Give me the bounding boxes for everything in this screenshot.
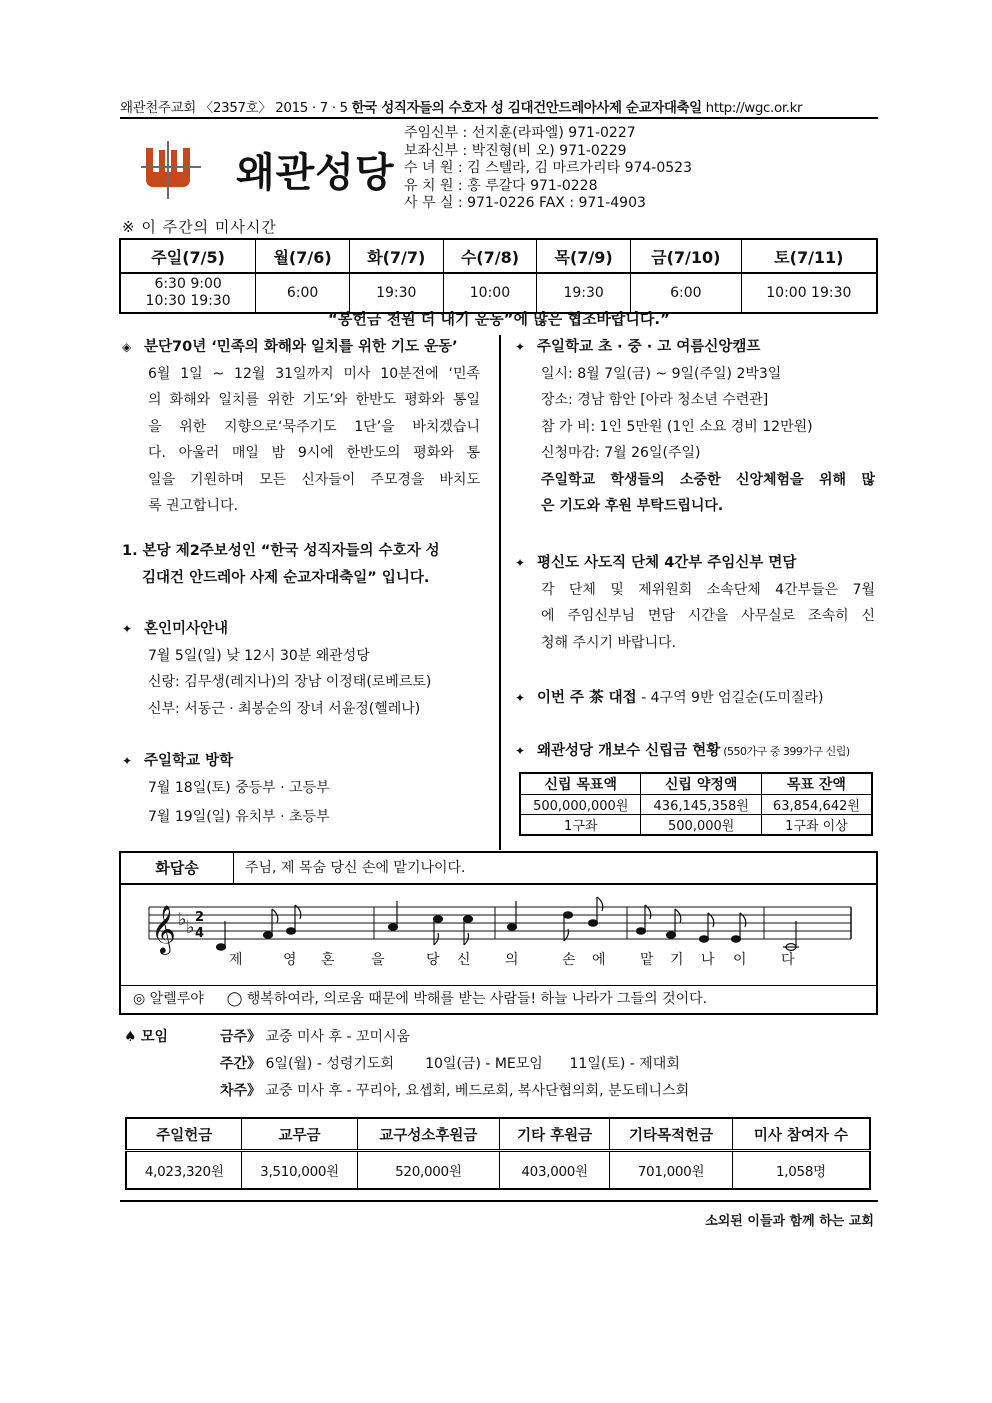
staff-pastor: 주임신부 : 선지훈(라파엘) 971-0227: [404, 125, 636, 141]
lyric-syllable: 혼: [321, 952, 335, 968]
psalm-refrain: 주님, 제 목숨 당신 손에 맡기나이다.: [245, 860, 466, 876]
offering-value: 520,000원: [357, 1151, 499, 1190]
vacation-line: 7월 18일(토) 중등부 · 고등부: [148, 779, 330, 796]
meeting-row-weekday: [220, 1051, 689, 1078]
camp-place: 장소: 경남 함안 [아라 청소년 수련관]: [541, 392, 769, 408]
officer-interview-section: [515, 550, 875, 656]
interview-line: 에 주임신부님 면담 시간을 사무실로 조속히 신: [541, 608, 875, 624]
lyric-syllable: 손: [562, 952, 576, 968]
fund-header-row: [520, 773, 872, 795]
sunday-school-vacation-section: [122, 748, 482, 831]
lyric-syllable: 맡: [640, 952, 654, 968]
lyric-syllable: 기: [670, 952, 684, 968]
day-monday: 월(7/6): [256, 239, 350, 273]
circle-icon: ◯: [226, 991, 243, 1007]
time-sunday-line2: 10:30 19:30: [145, 293, 231, 309]
staff-assistant-priest: 보좌신부 : 박진형(비 오) 971-0229: [404, 142, 627, 159]
svg-text:♭: ♭: [178, 909, 187, 930]
offering-header: 기타 후원금: [500, 1118, 610, 1151]
feast-notice-line1: 1. 본당 제2주보성인 “한국 성직자들의 수호자 성: [122, 543, 440, 559]
meeting-row-text: 교중 미사 후 - 꼬미시움: [261, 1029, 411, 1045]
time-thursday: 19:30: [537, 273, 631, 313]
prayer-line: 6월 1일 ~ 12월 31일까지 미사 10분전에 ‘민족: [148, 365, 480, 382]
lyric-syllable: 이: [733, 952, 747, 968]
offering-value: 701,000원: [610, 1151, 733, 1190]
prayer-line: 록 권고합니다.: [148, 498, 239, 514]
offering-value: 403,000원: [500, 1151, 610, 1190]
lyric-syllable: 다: [781, 952, 795, 968]
wedding-line: 신부: 서동근 · 최봉순의 장녀 서윤정(헬레나): [148, 700, 421, 717]
offerings-header-row: [126, 1118, 870, 1151]
tea-service-title: 이번 주 茶 대접: [537, 690, 637, 706]
renovation-title: 왜관성당 개보수 신립금 현황: [537, 743, 721, 759]
fund-cell: 1구좌: [520, 815, 641, 836]
staff-convent: 수 녀 원 : 김 스텔라, 김 마르가리타 974-0523: [404, 160, 692, 176]
fund-row: [520, 795, 872, 815]
feast-notice-line2: 김대건 안드레아 사제 순교자대축일” 입니다.: [142, 569, 430, 586]
svg-text:2: 2: [195, 910, 205, 925]
lyric-syllable: 제: [229, 952, 243, 968]
meetings-title: 모임: [141, 1029, 169, 1045]
wedding-mass-title: 혼인미사안내: [144, 621, 229, 637]
mass-days-row: [120, 239, 877, 273]
church-name: 왜관성당: [236, 150, 395, 196]
church-logo-icon: [140, 140, 202, 200]
lyric-syllable: 에: [592, 952, 606, 968]
time-friday: 6:00: [630, 273, 741, 313]
time-monday: 6:00: [256, 273, 350, 313]
time-wednesday: 10:00: [443, 273, 537, 313]
responsorial-psalm-box: [119, 851, 878, 1015]
offering-header: 교구성소후원금: [357, 1118, 499, 1151]
psalm-label: 화답송: [121, 853, 234, 883]
day-tuesday: 화(7/7): [349, 239, 443, 273]
renovation-note: (550가구 중 399가구 신립): [720, 745, 850, 758]
svg-text:𝄞: 𝄞: [151, 904, 176, 953]
staff-office: 사 무 실 : 971-0226 FAX : 971-4903: [404, 195, 646, 211]
lyric-syllable: 나: [701, 952, 715, 968]
meeting-row-label: 차주》: [220, 1083, 262, 1099]
day-friday: 금(7/10): [630, 239, 741, 273]
interview-title: 평신도 사도직 단체 4간부 주임신부 면담: [537, 555, 797, 571]
renovation-fund-section: [515, 738, 885, 766]
meeting-row-label: 금주》: [220, 1029, 262, 1045]
offering-header: 교무금: [242, 1118, 357, 1151]
vacation-title: 주일학교 방학: [144, 753, 234, 769]
summer-camp-title: 주일학교 초 · 중 · 고 여름신앙캠프: [537, 339, 761, 355]
offering-value: 4,023,320원: [126, 1151, 242, 1190]
time-sunday: [120, 273, 256, 313]
camp-request-line1: 주일학교 학생들의 소중한 신앙체험을 위해 많: [541, 471, 875, 488]
time-sunday-line1: 6:30 9:00: [154, 276, 222, 292]
double-circle-icon: ◎: [133, 991, 146, 1007]
alleluia-verse-text: 행복하여라, 의로움 때문에 박해를 받는 사람들! 하늘 나라가 그들의 것이다.: [246, 991, 708, 1007]
star-bullet-icon: ✦: [515, 691, 526, 705]
fund-header: 신립 목표액: [520, 773, 641, 795]
day-sunday: 주일(7/5): [120, 239, 256, 273]
wedding-line: 7월 5일(일) 낮 12시 30분 왜관성당: [148, 647, 370, 664]
camp-fee: 참 가 비: 1인 5만원 (1인 소요 경비 12만원): [541, 418, 813, 435]
offering-header: 미사 참여자 수: [732, 1118, 870, 1151]
prayer-line: 을 위한 지향으로‘묵주기도 1단’을 바치겠습니: [148, 418, 480, 435]
feast-title: 한국 성직자들의 수호자 성 김대건안드레아사제 순교자대축일: [351, 100, 702, 116]
offering-header: 기타목적헌금: [610, 1118, 733, 1151]
column-divider: [499, 335, 501, 850]
mass-schedule-caption: ※ 이 주간의 미사시간: [122, 218, 277, 236]
meeting-row-text: 6일(월) - 성령기도회 10일(금) - ME모임 11일(토) - 제대회: [261, 1056, 680, 1072]
time-tuesday: 19:30: [349, 273, 443, 313]
prayer-movement-section: [122, 334, 480, 520]
church-motto: 소외된 이들과 함께 하는 교회: [705, 1214, 874, 1229]
star-bullet-icon: ✦: [122, 754, 133, 768]
offerings-values-row: [126, 1151, 870, 1190]
day-saturday: 토(7/11): [741, 239, 877, 273]
day-thursday: 목(7/9): [537, 239, 631, 273]
wedding-line: 신랑: 김무생(레지나)의 장남 이정태(로베르토): [148, 674, 432, 690]
fund-row: [520, 815, 872, 836]
staff-kindergarten: 유 치 원 : 홍 루갈다 971-0228: [404, 177, 598, 194]
lyric-syllable: 당: [426, 952, 440, 968]
interview-line: 청해 주시기 바랍니다.: [541, 634, 677, 651]
prayer-line: 다. 아울러 매일 밤 9시에 한반도의 평화와 통: [148, 445, 480, 461]
offering-value: 3,510,000원: [242, 1151, 357, 1190]
fund-cell: 1구좌 이상: [761, 815, 872, 836]
meeting-row-text: 교중 미사 후 - 꾸리아, 요셉회, 베드로회, 복사단협의회, 분도테니스회: [261, 1083, 690, 1099]
issue-info: 왜관천주교회 〈2357호〉 2015 · 7 · 5: [120, 100, 352, 116]
star-bullet-icon: ✦: [122, 622, 133, 636]
camp-request-line2: 은 기도와 후원 부탁드립니다.: [541, 498, 724, 514]
alleluia-verse: [133, 988, 707, 1008]
bulletin-header-line: [120, 96, 878, 116]
mass-schedule-table: [119, 238, 878, 314]
footer-divider: [120, 1200, 878, 1202]
psalm-header: [121, 853, 876, 885]
fund-cell: 500,000,000원: [520, 795, 641, 815]
alleluia-label: 알렐루야: [149, 991, 204, 1007]
offering-header: 주일헌금: [126, 1118, 242, 1151]
offering-value: 1,058명: [732, 1151, 870, 1190]
vacation-line: 7월 19일(일) 유치부 · 초등부: [148, 809, 330, 825]
offerings-table: [125, 1117, 871, 1190]
fund-header: 신립 약정액: [641, 773, 761, 795]
website-link[interactable]: http://wgc.or.kr: [701, 100, 803, 116]
star-bullet-icon: ✦: [515, 340, 526, 354]
star-bullet-icon: ✦: [515, 556, 526, 570]
interview-line: 각 단체 및 제위원회 소속단체 4간부들은 7월: [541, 581, 875, 598]
camp-date: 일시: 8월 7일(금) ~ 9일(주일) 2박3일: [541, 365, 782, 382]
prayer-line: 일을 기원하며 모든 신자들이 주모경을 바치도: [148, 471, 480, 488]
tea-service-section: [515, 685, 875, 712]
camp-deadline: 신청마감: 7월 26일(주일): [541, 445, 701, 461]
fund-cell: 63,854,642원: [761, 795, 872, 815]
fund-cell: 500,000원: [641, 815, 761, 836]
offering-campaign-notice: “봉헌금 천원 더 내기 운동”에 많은 협조바랍니다.”: [328, 310, 670, 328]
summer-camp-section: [515, 334, 875, 520]
fund-cell: 436,145,358원: [641, 795, 761, 815]
day-wednesday: 수(7/8): [443, 239, 537, 273]
meeting-row-this-week: [220, 1024, 689, 1051]
time-saturday: 10:00 19:30: [741, 273, 877, 313]
tea-service-detail: - 4구역 9반 엄길순(도미질라): [636, 690, 824, 706]
wedding-mass-section: [122, 616, 482, 722]
svg-text:4: 4: [195, 926, 205, 941]
mass-times-row: [120, 273, 877, 313]
renovation-fund-table: [519, 772, 873, 836]
meeting-row-label: 주간》: [220, 1056, 262, 1072]
diamond-bullet-icon: ◈: [122, 340, 132, 354]
prayer-line: 의 화해와 일치를 위한 기도’와 한반도 평화와 통일: [148, 392, 480, 408]
lyric-syllable: 신: [457, 952, 471, 968]
lyric-syllable: 의: [505, 952, 519, 968]
feast-notice-section: [122, 538, 482, 591]
header-divider: [120, 117, 878, 119]
lyric-syllable: 을: [371, 952, 385, 968]
svg-text:♭: ♭: [186, 917, 195, 938]
prayer-movement-title: 분단70년 ‘민족의 화해와 일치를 위한 기도 운동’: [144, 339, 458, 355]
meeting-row-next-week: [220, 1078, 689, 1105]
staff-contacts: [404, 125, 692, 213]
star-bullet-icon: ✦: [515, 744, 526, 758]
fund-header: 목표 잔액: [761, 773, 872, 795]
music-staff: [121, 885, 876, 986]
spade-icon: ♠: [124, 1029, 137, 1045]
lyric-syllable: 영: [283, 952, 297, 968]
